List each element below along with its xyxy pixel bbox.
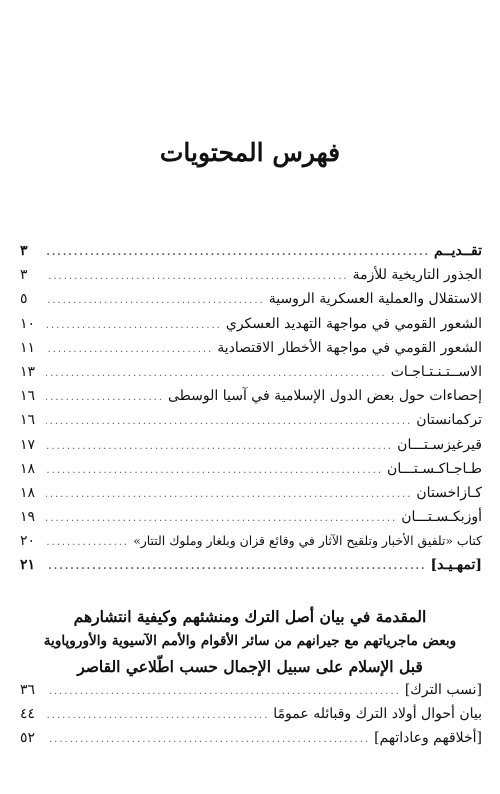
page-number: ٣٦	[20, 682, 36, 698]
page-number: ٣	[20, 243, 28, 259]
page-title: فهرس المحتويات	[159, 138, 341, 167]
page-number: ٣	[20, 267, 28, 284]
toc-label: الجذور التاريخية للأزمة	[352, 267, 482, 284]
dot-leader	[46, 416, 412, 427]
toc-label: الاســتـنـتـاجـات	[390, 363, 482, 380]
toc-label: إحصاءات حول بعض الدول الإسلامية في آسيا الوسطى	[168, 388, 482, 405]
toc-label: الشعور القومي في مواجهة التهديد العسكري	[225, 315, 482, 332]
toc-label: بيان أحوال أولاد الترك وقبائله عمومًا	[273, 706, 482, 723]
toc-row	[20, 461, 482, 485]
dot-leader	[46, 561, 427, 572]
page-number: ٥	[20, 291, 28, 308]
toc-row	[20, 682, 482, 706]
toc-row	[20, 706, 482, 730]
toc-row	[20, 437, 482, 461]
dot-leader	[46, 537, 129, 548]
page-number: ٢٠	[20, 533, 36, 550]
toc-label: [نسب الترك]	[404, 682, 482, 698]
toc-label: تركمانستان	[416, 412, 482, 429]
dot-leader	[46, 344, 213, 355]
toc-list-continued	[20, 682, 482, 755]
toc-row	[20, 267, 482, 291]
page-number: ١٦	[20, 412, 36, 429]
dot-leader	[46, 368, 387, 379]
page-number: ٤٤	[20, 706, 36, 723]
toc-row	[20, 388, 482, 412]
toc-row	[20, 509, 482, 533]
page-number: ١٨	[20, 484, 36, 501]
toc-label: طـاجـاكـسـتـــان	[387, 460, 482, 477]
dot-leader	[46, 271, 349, 282]
dot-leader	[46, 441, 393, 452]
toc-row	[20, 291, 482, 315]
toc-label: كتاب «تلفيق الأخبار وتلقيح الآثار في وقائع قزان وبلغار وملوك التتار»	[133, 533, 482, 549]
dot-leader	[46, 465, 383, 476]
page-number: ١٦	[20, 388, 36, 405]
dot-leader	[46, 295, 265, 306]
page-number: ١٨	[20, 460, 36, 477]
page-number: ٥٢	[20, 730, 36, 747]
dot-leader	[46, 513, 397, 524]
toc-list	[20, 243, 482, 582]
toc-label: الاستقلال والعملية العسكرية الروسية	[268, 291, 482, 308]
intro-line: قبل الإسلام على سبيل الإجمال حسب اطّلاعي القاصر	[77, 657, 423, 676]
dot-leader	[46, 392, 164, 403]
toc-label: [تمهـيـد]	[430, 557, 482, 574]
page-number: ١٩	[20, 509, 36, 526]
dot-leader	[46, 710, 269, 721]
toc-row	[20, 364, 482, 388]
toc-label: [أخلاقهم وعاداتهم]	[374, 730, 482, 747]
toc-row	[20, 533, 482, 557]
toc-label: أوزبكـسـتـــان	[401, 509, 482, 526]
dot-leader	[46, 489, 412, 500]
toc-row	[20, 412, 482, 436]
page-number: ٢١	[20, 557, 36, 574]
dot-leader	[46, 734, 370, 745]
toc-label: كـازاخستان	[416, 484, 482, 501]
toc-row	[20, 316, 482, 340]
page-number: ١٧	[20, 436, 36, 453]
page-number: ١١	[20, 339, 36, 356]
toc-row	[20, 485, 482, 509]
toc-label: الشعور القومي في مواجهة الأخطار الاقتصادية	[217, 339, 482, 356]
introduction-heading	[0, 604, 500, 679]
page-number: ١٣	[20, 363, 36, 380]
page-number: ١٠	[20, 315, 36, 332]
intro-line: وبعض ماجرياتهم مع جيرانهم من سائر الأقوام والأمم الآسيوية والأوروپاوية	[43, 633, 457, 649]
toc-row	[20, 340, 482, 364]
dot-leader	[46, 686, 401, 697]
toc-label: تقــديــم	[434, 243, 482, 259]
dot-leader	[46, 247, 430, 258]
toc-row	[20, 730, 482, 754]
toc-row	[20, 557, 482, 581]
toc-row	[20, 243, 482, 267]
dot-leader	[46, 320, 222, 331]
intro-line: المقدمة في بيان أصل الترك ومنشئهم وكيفية انتشارهم	[73, 607, 427, 626]
toc-label: قيرغيزسـتـــان	[397, 436, 482, 453]
